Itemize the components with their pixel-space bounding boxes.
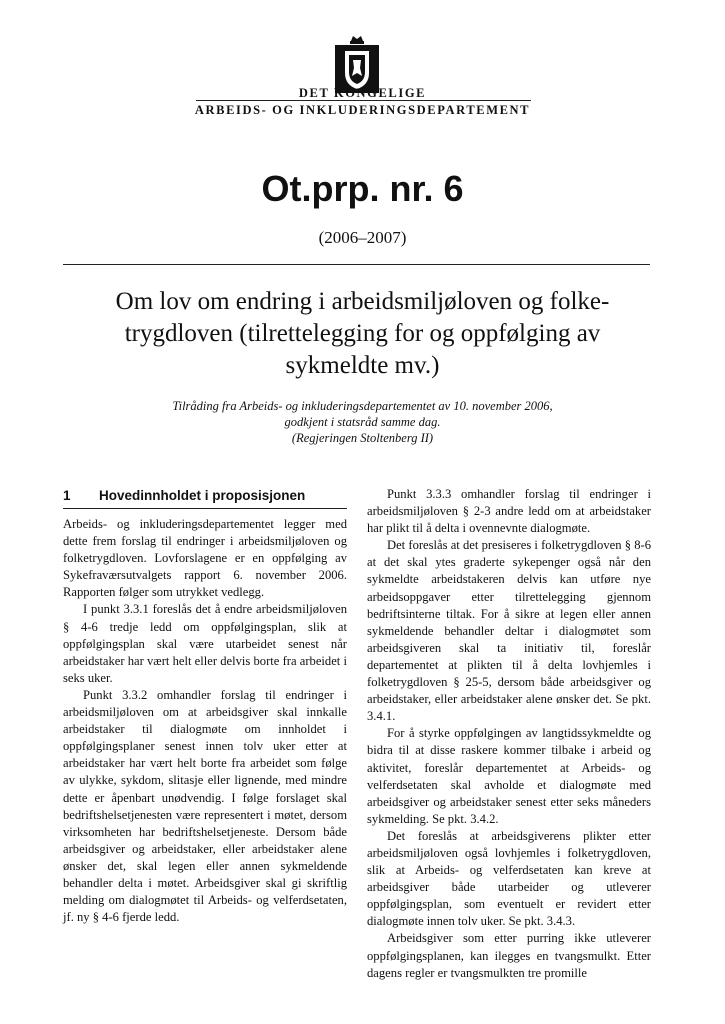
document-title: Ot.prp. nr. 6	[261, 168, 464, 209]
submission-line: godkjent i statsråd samme dag.	[284, 415, 441, 429]
submission-line: Tilråding fra Arbeids- og inkluderingsdepartementet av 10. november 2006,	[172, 399, 553, 413]
section-heading	[63, 488, 347, 503]
document-subject: Om lov om endring i arbeidsmiljøloven og folketrygdloven (tilrettelegging for og oppfølging av sykmeldte mv.)	[115, 288, 610, 379]
paragraph: I punkt 3.3.1 foreslås det å endre arbeidsmiljøloven § 4-6 tredje ledd om oppfølgingsplan, slik at oppfølgingsplan skal være utarbeidet senest når arbeidstaker har vært helt eller delvis borte fra arbeidet i seks uker.	[63, 602, 347, 685]
submission-line: (Regjeringen Stoltenberg II)	[291, 431, 434, 445]
section-divider	[63, 508, 347, 509]
paragraph: Det foreslås at arbeidsgiverens plikter etter arbeidsmiljøloven også lovhjemles i folketrygdloven, slik at Arbeids- og velferdsetaten kan kreve at arbeidsgiver både utarbeider og utleverer oppfølgingsplan, som eventuelt er revidert etter dialogmøte innen tolv uker. Se pkt. 3.4.3.	[367, 828, 651, 929]
department-divider	[196, 100, 531, 101]
title-divider	[63, 264, 650, 265]
submission-note	[0, 398, 725, 446]
paragraph: Punkt 3.3.2 omhandler forslag til endringer i arbeidsmiljøloven om at arbeidsgiver skal innkalle arbeidstaker til dialogmøte om innholdet i oppfølgingsplaner senest innen tolv uker etter at arbeidstaker har vært helt borte fra arbeidet som følge av ulykke, sykdom, slitasje eller lignende, med mindre dette er åpenbart unødvendig. I følge forslaget skal bedriftshelsetjenesten være representert i møtet, dersom virksomheten har bedriftshelsetjeneste. Dersom både arbeidsgiver og arbeidstaker, eller arbeidstaker alene ønsker det, skal legen eller annen sykmeldende behandler delta i møtet. Arbeidsgiver skal gi skriftlig melding om dialogmøtet til Arbeids- og velferdsetaten, jf. ny § 4-6 fjerde ledd.	[63, 687, 347, 925]
section-number: 1	[63, 488, 71, 503]
paragraph: Punkt 3.3.3 omhandler forslag til endringer i arbeidsmiljøloven § 2-3 andre ledd om at arbeidstaker har plikt til å delta i ovennevnte dialogmøte.	[367, 487, 651, 536]
paragraph: For å styrke oppfølgingen av langtidssykmeldte og bidra til at disse raskere kommer tilbake i arbeid og aktivitet, foreslår departementet at Arbeids- og velferdsetaten skal avholde et dialogmøte med arbeidsgiver og arbeidstaker senest etter seks måneders sykmelding. Se pkt. 3.4.2.	[367, 726, 651, 826]
paragraph: Arbeids- og inkluderingsdepartementet legger med dette frem forslag til endringer i arbeidsmiljøloven og folketrygdloven. Lovforslagene er en oppfølging av Sykefraværsutvalgets rapport 6. november 2006. Rapporten følger som utrykket vedlegg.	[63, 517, 347, 600]
paragraph: Det foreslås at det presiseres i folketrygdloven § 8-6 at det skal ytes graderte sykepenger også når den sykmeldte arbeidstakeren delvis kan utføre nye arbeidsoppgaver etter tilrettelegging gjennom bedriftsinterne tiltak. For å sikre at legen eller annen sykmeldende behandler deltar i dialogmøtet som arbeidsgiveren skal ta initiativ til, foreslår departementet at plikten til å delta lovhjemles i folketrygdloven § 25-5, dersom både arbeidsgiver og arbeidstaker, eller arbeidstaker alene ønsker det. Se pkt. 3.4.1.	[367, 538, 651, 724]
right-column	[367, 486, 651, 982]
paragraph: Arbeidsgiver som etter purring ikke utleverer oppfølgingsplanen, kan ilegges en tvangsmulkt. Etter dagens regler er tvangsmulkten tre promille	[367, 931, 651, 980]
department-line-1: DET KONGELIGE	[298, 86, 427, 100]
session-years: (2006–2007)	[318, 228, 407, 247]
left-column	[63, 516, 347, 926]
department-line-2: ARBEIDS- OG INKLUDERINGSDEPARTEMENT	[194, 103, 531, 117]
section-title: Hovedinnholdet i proposisjonen	[99, 488, 306, 503]
